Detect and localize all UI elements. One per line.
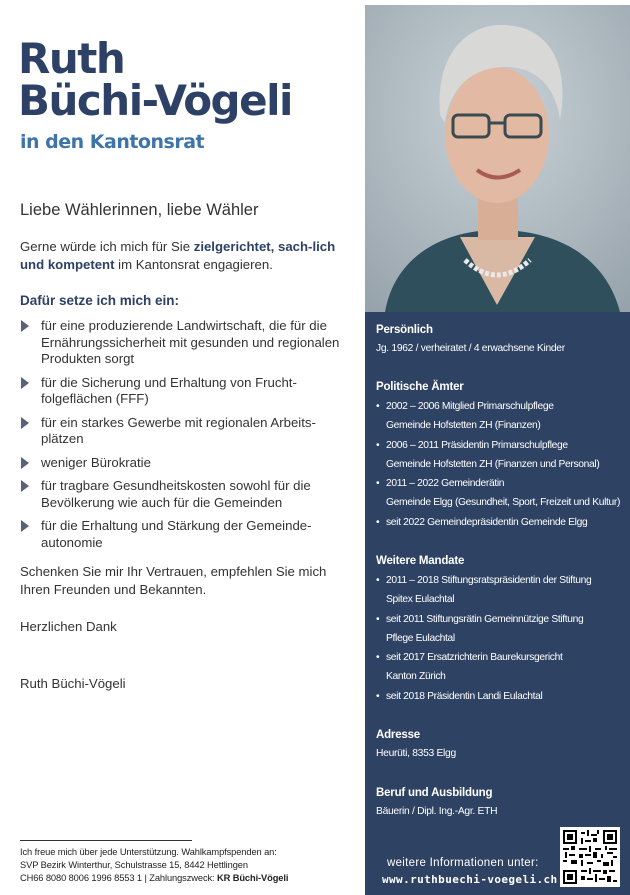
portrait-illustration (365, 5, 630, 312)
payment-reference: KR Büchi-Vögeli (217, 873, 289, 883)
list-item: • seit 2017 Ersatzrichterin Baurekursgericht Kanton Zürich (376, 648, 626, 687)
other-mandates-title: Weitere Mandate (376, 555, 465, 567)
personal-text: Jg. 1962 / verheiratet / 4 erwachsene Kinder (376, 343, 565, 354)
address-text: Heurüti, 8353 Elgg (376, 748, 456, 759)
intro-prefix: Gerne würde ich mich für Sie (20, 239, 194, 254)
commitments-title: Dafür setze ich mich ein: (20, 293, 180, 308)
candidacy-subtitle: in den Kantonsrat (20, 131, 205, 153)
career-title: Beruf und Ausbildung (376, 787, 493, 799)
list-item: • 2006 – 2011 Präsidentin Primarschulpflege Gemeinde Hofstetten ZH (Finanzen und Personal) (376, 436, 626, 475)
donation-footer (20, 846, 350, 885)
political-offices-title: Politische Ämter (376, 381, 464, 393)
commitments-list (20, 318, 350, 551)
qr-code-icon[interactable] (560, 827, 620, 887)
triangle-bullet-icon (21, 480, 29, 492)
closing-paragraph: Schenken Sie mir Ihr Vertrauen, empfehlen Sie mich Ihren Freunden und Bekannten. (20, 564, 327, 597)
list-item: • 2011 – 2022 Gemeinderätin Gemeinde Elgg (Gesundheit, Sport, Freizeit und Kultur) (376, 474, 626, 513)
footer-line: Ich freue mich über jede Unterstützung. Wahlkampfspenden an: (20, 847, 277, 857)
candidate-first-name: Ruth (18, 34, 125, 83)
intro-highlight: zielgerichtet, sach-lich und kompetent (20, 239, 336, 272)
triangle-bullet-icon (21, 320, 29, 332)
political-offices-list (376, 397, 626, 532)
list-item: • seit 2022 Gemeindepräsidentin Gemeinde Elgg (376, 513, 626, 532)
intro-suffix: im Kantonsrat engagieren. (114, 257, 273, 272)
signature-name: Ruth Büchi-Vögeli (20, 676, 126, 691)
triangle-bullet-icon (21, 417, 29, 429)
list-item: • 2011 – 2018 Stiftungsratspräsidentin der Stiftung Spitex Eulachtal (376, 571, 626, 610)
other-mandates-list (376, 571, 626, 706)
qr-code-graphic (563, 830, 617, 884)
website-link[interactable]: www.ruthbuechi-voegeli.ch (382, 873, 558, 886)
candidate-portrait (365, 5, 630, 312)
intro-paragraph (20, 238, 350, 274)
bio-panel (365, 312, 630, 895)
footer-line: CH66 8080 8006 1996 8553 1 | Zahlungszweck: KR Büchi-Vögeli (20, 873, 289, 883)
list-item: • seit 2018 Präsidentin Landi Eulachtal (376, 687, 626, 706)
triangle-bullet-icon (21, 457, 29, 469)
career-text: Bäuerin / Dipl. Ing.-Agr. ETH (376, 806, 498, 817)
footer-line: SVP Bezirk Winterthur, Schulstrasse 15, 8442 Hettlingen (20, 860, 248, 870)
triangle-bullet-icon (21, 520, 29, 532)
list-item: weniger Bürokratie (20, 455, 350, 472)
candidate-last-name: Büchi-Vögeli (18, 76, 292, 125)
greeting: Liebe Wählerinnen, liebe Wähler (20, 201, 259, 219)
triangle-bullet-icon (21, 377, 29, 389)
list-item: • seit 2011 Stiftungsrätin Gemeinnützige Stiftung Pflege Eulachtal (376, 610, 626, 649)
list-item: für eine produzierende Landwirtschaft, die für die Ernährungssicherheit mit gesunden und regionalen Produkten sorgt (20, 318, 350, 368)
list-item: für tragbare Gesundheitskosten sowohl für die Bevölkerung wie auch für die Gemeinden (20, 478, 350, 511)
footer-divider (20, 840, 192, 841)
list-item: für ein starkes Gewerbe mit regionalen Arbeits-plätzen (20, 415, 350, 448)
list-item: für die Erhaltung und Stärkung der Gemeinde-autonomie (20, 518, 350, 551)
list-item: für die Sicherung und Erhaltung von Frucht-folgeflächen (FFF) (20, 375, 350, 408)
address-title: Adresse (376, 729, 420, 741)
list-item: • 2002 – 2006 Mitglied Primarschulpflege Gemeinde Hofstetten ZH (Finanzen) (376, 397, 626, 436)
personal-title: Persönlich (376, 324, 433, 336)
more-info-label: weitere Informationen unter: (387, 857, 539, 869)
thanks-text: Herzlichen Dank (20, 619, 117, 634)
